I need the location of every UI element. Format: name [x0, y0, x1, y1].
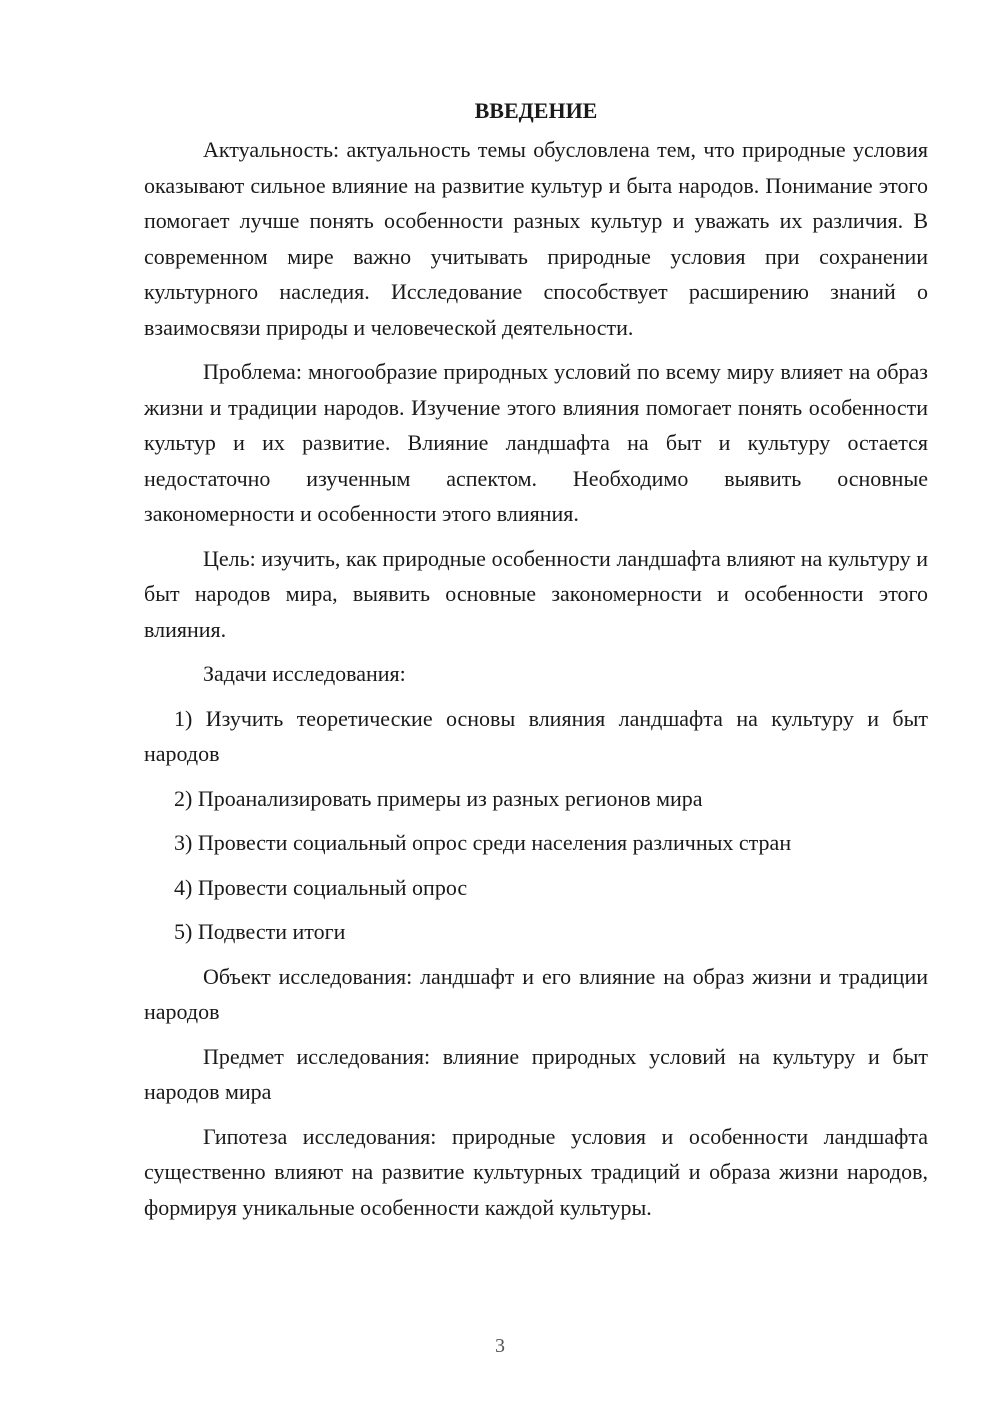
task-item: 1) Изучить теоретические основы влияния ландшафта на культуру и быт народов: [144, 705, 928, 766]
task-item: 4) Провести социальный опрос: [174, 874, 468, 900]
relevance-paragraph: Актуальность: актуальность темы обусловлена тем, что природные условия оказывают сильное влияние на развитие культур и быта народов. Понимание этого помогает лучше понять особенности разных культур и уважать их различия. В современном мире важно учитывать природные условия при сохранении культурного наследия. Исследование способствует расширению знаний о взаимосвязи природы и человеческой деятельности.: [144, 137, 928, 340]
subject-paragraph: Предмет исследования: влияние природных условий на культуру и быт народов мира: [144, 1043, 928, 1104]
object-paragraph: Объект исследования: ландшафт и его влияние на образ жизни и традиции народов: [144, 963, 928, 1024]
tasks-heading: Задачи исследования:: [203, 661, 406, 686]
hypothesis-paragraph: Гипотеза исследования: природные условия и особенности ландшафта существенно влияют на развитие культурных традиций и образа жизни народов, формируя уникальные особенности каждой культуры.: [144, 1123, 928, 1220]
page-title: ВВЕДЕНИЕ: [474, 98, 598, 123]
page-content: [144, 96, 928, 1234]
task-item: 3) Провести социальный опрос среди населения различных стран: [174, 830, 792, 855]
page-number: 3: [495, 1335, 505, 1357]
problem-paragraph: Проблема: многообразие природных условий по всему миру влияет на образ жизни и традиции народов. Изучение этого влияния помогает понять особенности культур и их развитие. Влияние ландшафта на быт и культуру остается недостаточно изученным аспектом. Необходимо выявить основные закономерности и особенности этого влияния.: [144, 359, 928, 526]
task-item: 5) Подвести итоги: [174, 919, 346, 944]
goal-paragraph: Цель: изучить, как природные особенности ландшафта влияют на культуру и быт народов мира, выявить основные закономерности и особенности этого влияния.: [144, 545, 928, 642]
task-item: 2) Проанализировать примеры из разных регионов мира: [174, 785, 703, 811]
